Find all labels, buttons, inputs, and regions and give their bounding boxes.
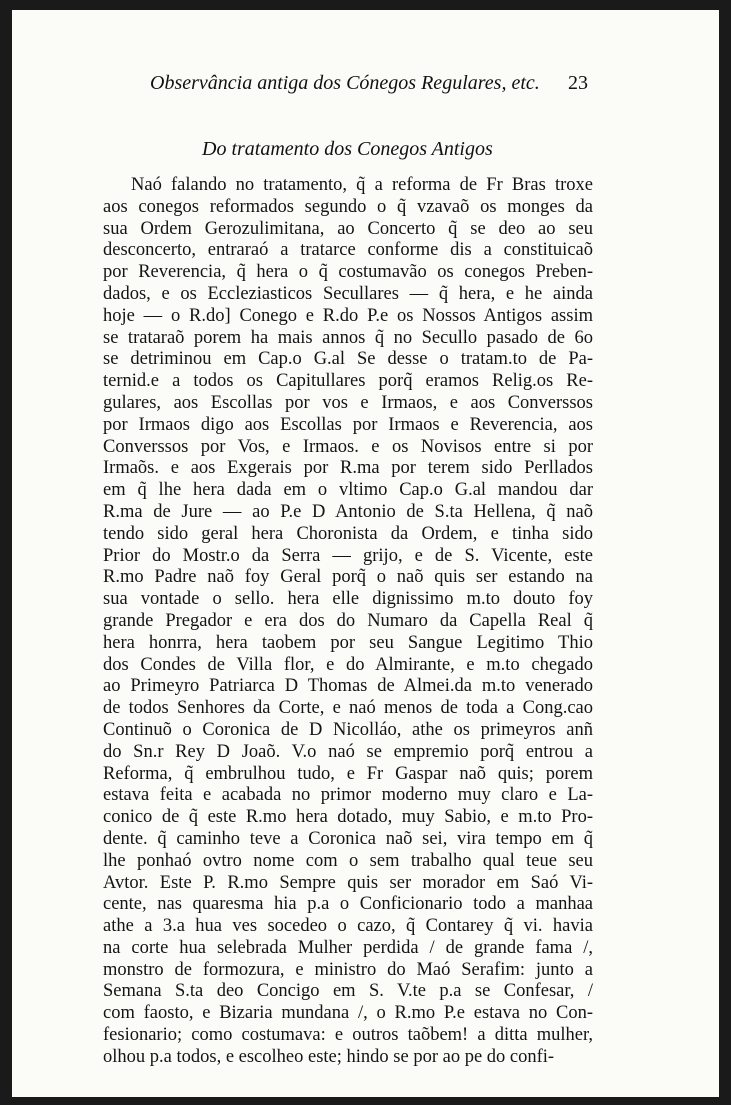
text-line: com faosto, e Bizaria mundana /, o R.mo P.e estava no Con- <box>103 1003 593 1024</box>
text-line: athe a 3.a hua ves socedeo o cazo, q̃ Contarey q̃ vi. havia <box>103 916 593 937</box>
text-line: Prior do Mostr.o da Serra — grijo, e de S. Vicente, este <box>103 545 593 566</box>
text-line: Avtor. Este P. R.mo Sempre quis ser morador em Saó Vi- <box>103 872 593 893</box>
text-line: hoje — o R.do] Conego e R.do P.e os Nossos Antigos assim <box>103 305 593 326</box>
text-line: lhe ponhaó ovtro nome com o sem trabalho qual teue seu <box>103 850 593 871</box>
text-line: cente, nas quaresma hia p.a o Conficionario todo a manhaa <box>103 894 593 915</box>
text-line: conico de q̃ este R.mo hera dotado, muy Sabio, e m.to Pro- <box>103 807 593 828</box>
text-line: desconcerto, entraraó a tratarce conforme dis a constituicaõ <box>103 240 593 261</box>
text-line: monstro de formozura, e ministro do Maó Serafim: junto a <box>103 959 593 980</box>
running-title: Observância antiga dos Cónegos Regulares, etc. <box>150 72 540 94</box>
text-line: Naó falando no tratamento, q̃ a reforma de Fr Bras troxe <box>131 175 593 195</box>
text-line: Reforma, q̃ embrulhou tudo, e Fr Gaspar naõ quis; porem <box>103 763 593 784</box>
text-line: grande Pregador e era dos do Numaro da Capella Real q̃ <box>103 610 593 631</box>
text-line: estava feita e acabada no primor moderno muy claro e La- <box>103 785 593 806</box>
text-line: sua vontade o sello. hera elle dignissimo m.to douto foy <box>103 589 593 610</box>
text-line: Continuõ o Coronica de D Nicolláo, athe os primeyros anñ <box>103 719 593 740</box>
text-line: tendo sido geral hera Choronista da Ordem, e tinha sido <box>103 523 593 544</box>
document-page <box>12 10 719 1097</box>
text-line: dente. q̃ caminho teve a Coronica naõ sei, vira tempo em q̃ <box>103 828 593 849</box>
text-line: R.mo Padre naõ foy Geral porq̃ o naõ quis ser estando na <box>103 567 593 588</box>
text-line: por Reverencia, q̃ hera o q̃ costumavão os conegos Preben- <box>103 262 593 283</box>
section-title: Do tratamento dos Conegos Antigos <box>202 138 493 160</box>
text-line: aos conegos reformados segundo o q̃ vzavaõ os monges da <box>103 196 593 217</box>
text-line: fesionario; como costumava: e outros taõbem! a ditta mulher, <box>103 1025 593 1046</box>
text-line: olhou p.a todos, e escolheo este; hindo se por ao pe do confi- <box>103 1046 555 1067</box>
text-line: hera honrra, hera taobem por seu Sangue Legitimo Thio <box>103 632 593 653</box>
text-line: sua Ordem Gerozulimitana, ao Concerto q̃ se deo ao seu <box>103 218 593 239</box>
text-line: Converssos por Vos, e Irmaos. e os Novisos entre si por <box>103 436 593 457</box>
text-line: R.ma de Jure — ao P.e D Antonio de S.ta Hellena, q̃ naõ <box>103 501 593 522</box>
body-text <box>103 175 593 1069</box>
page-number: 23 <box>568 72 588 94</box>
text-line: dos Condes de Villa flor, e do Almirante, e m.to chegado <box>103 654 593 675</box>
text-line: em q̃ lhe hera dada em o vltimo Cap.o G.al mandou dar <box>103 480 593 501</box>
text-line: gulares, aos Escollas por vos e Irmaos, e aos Converssos <box>103 392 593 413</box>
text-line: na corte hua selebrada Mulher perdida / de grande fama /, <box>103 937 593 958</box>
text-line: por Irmaos digo aos Escollas por Irmaos e Reverencia, aos <box>103 414 593 435</box>
text-line: dados, e os Eccleziasticos Secullares — q̃ hera, e he ainda <box>103 283 593 304</box>
text-line: se detriminou em Cap.o G.al Se desse o tratam.to de Pa- <box>103 349 593 370</box>
text-line: do Sn.r Rey D Joaõ. V.o naó se empremio porq̃ entrou a <box>103 741 593 762</box>
text-line: de todos Senhores da Corte, e naó menos de toda a Cong.cao <box>103 698 593 719</box>
text-line: ao Primeyro Patriarca D Thomas de Almei.da m.to venerado <box>103 676 593 697</box>
text-line: Semana S.ta deo Concigo em S. V.te p.a se Confesar, / <box>103 981 593 1002</box>
text-line: se trataraõ porem ha mais annos q̃ no Secullo pasado de 6o <box>103 327 593 348</box>
text-line: Irmaõs. e aos Exgerais por R.ma por terem sido Perllados <box>103 458 593 479</box>
text-line: ternid.e a todos os Capitullares porq̃ eramos Relig.os Re- <box>103 371 593 392</box>
